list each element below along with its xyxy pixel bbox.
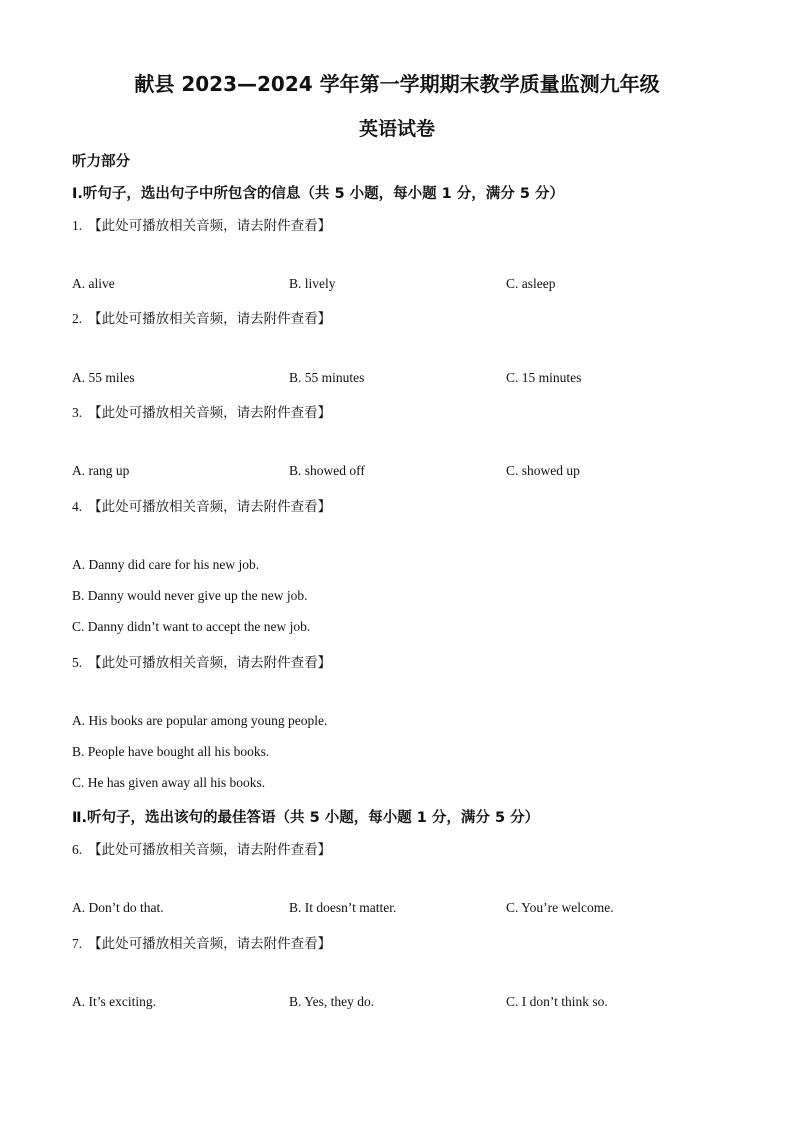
- audio-placeholder: 【此处可播放相关音频，请去附件查看】: [88, 655, 332, 671]
- q5-option-c: C. He has given away all his books.: [72, 775, 266, 790]
- question-number: 7.: [72, 936, 83, 951]
- question-number: 4.: [72, 499, 83, 514]
- q2-option-b: B. 55 minutes: [289, 370, 365, 385]
- q1-option-b: B. lively: [289, 276, 336, 291]
- question-number: 1.: [72, 218, 83, 233]
- question-5-prompt: [72, 651, 331, 671]
- page-title: 献县 2023—2024 学年第一学期期末教学质量监测九年级: [134, 72, 660, 96]
- q5-option-a: A. His books are popular among young people.: [72, 713, 328, 728]
- q6-option-c: C. You’re welcome.: [506, 900, 614, 915]
- question-2-prompt: [72, 307, 331, 327]
- q4-option-a: A. Danny did care for his new job.: [72, 557, 260, 572]
- part1-heading: Ⅰ.听句子，选出句子中所包含的信息（共 5 小题，每小题 1 分，满分 5 分）: [72, 186, 564, 202]
- audio-placeholder: 【此处可播放相关音频，请去附件查看】: [88, 842, 332, 858]
- part2-heading: Ⅱ.听句子，选出该句的最佳答语（共 5 小题，每小题 1 分，满分 5 分）: [72, 810, 540, 826]
- question-number: 2.: [72, 311, 83, 326]
- q4-option-b: B. Danny would never give up the new job.: [72, 588, 308, 603]
- q6-option-a: A. Don’t do that.: [72, 900, 164, 915]
- q3-option-a: A. rang up: [72, 463, 130, 478]
- q3-option-c: C. showed up: [506, 463, 580, 478]
- audio-placeholder: 【此处可播放相关音频，请去附件查看】: [88, 311, 332, 327]
- q2-option-a: A. 55 miles: [72, 370, 135, 385]
- q1-option-a: A. alive: [72, 276, 115, 291]
- question-number: 5.: [72, 655, 83, 670]
- q2-option-c: C. 15 minutes: [506, 370, 582, 385]
- question-6-prompt: [72, 838, 331, 858]
- q7-option-b: B. Yes, they do.: [289, 994, 375, 1009]
- question-number: 3.: [72, 405, 83, 420]
- section-label: 听力部分: [72, 154, 130, 170]
- q7-option-a: A. It’s exciting.: [72, 994, 156, 1009]
- audio-placeholder: 【此处可播放相关音频，请去附件查看】: [88, 936, 332, 952]
- question-1-prompt: [72, 214, 331, 234]
- audio-placeholder: 【此处可播放相关音频，请去附件查看】: [88, 499, 332, 515]
- audio-placeholder: 【此处可播放相关音频，请去附件查看】: [88, 405, 332, 421]
- question-number: 6.: [72, 842, 83, 857]
- q7-option-c: C. I don’t think so.: [506, 994, 608, 1009]
- audio-placeholder: 【此处可播放相关音频，请去附件查看】: [88, 218, 332, 234]
- q6-option-b: B. It doesn’t matter.: [289, 900, 397, 915]
- q3-option-b: B. showed off: [289, 463, 365, 478]
- q5-option-b: B. People have bought all his books.: [72, 744, 270, 759]
- question-3-prompt: [72, 401, 331, 421]
- page-subtitle: 英语试卷: [358, 118, 435, 140]
- question-7-prompt: [72, 932, 331, 952]
- q1-option-c: C. asleep: [506, 276, 556, 291]
- q4-option-c: C. Danny didn’t want to accept the new job.: [72, 619, 311, 634]
- question-4-prompt: [72, 495, 331, 515]
